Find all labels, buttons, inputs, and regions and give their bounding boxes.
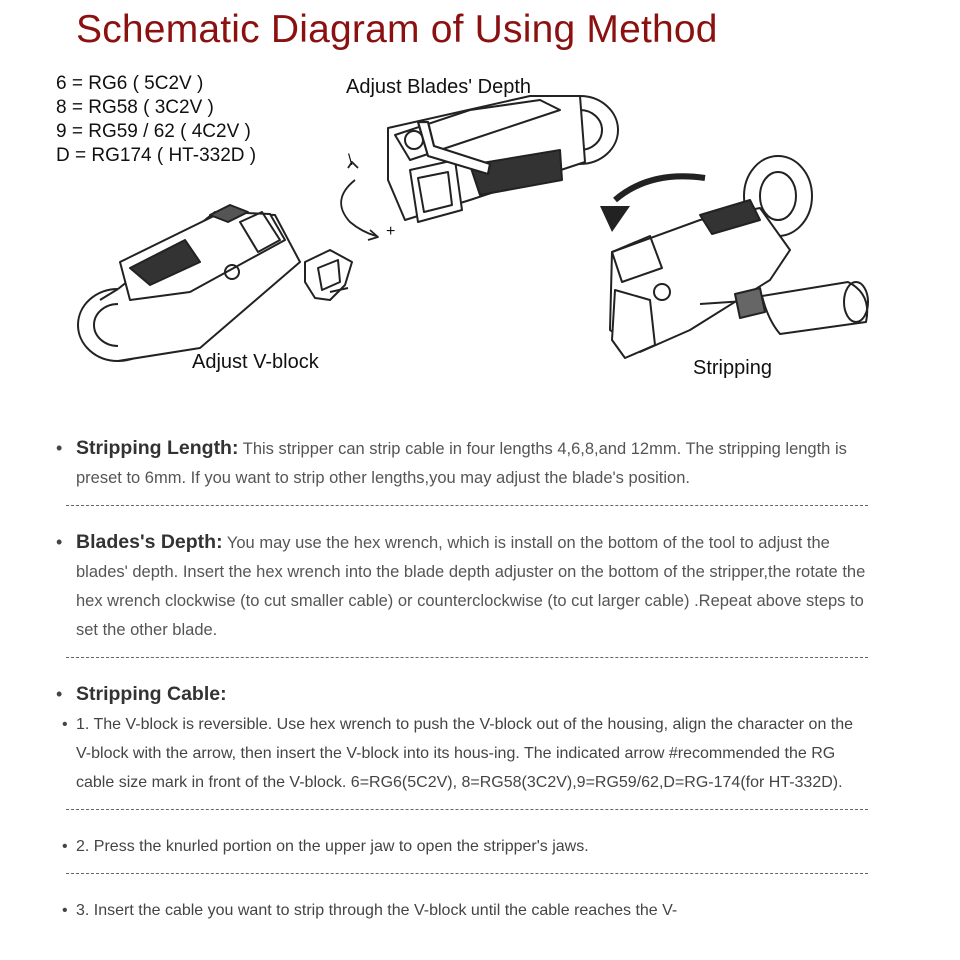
bullet-icon: • [56, 532, 63, 552]
section-heading: Blades's Depth: [76, 531, 223, 553]
dashed-divider [66, 657, 868, 658]
depth-caption: Adjust Blades' Depth [346, 76, 532, 98]
stripping-tool-drawing [600, 156, 868, 358]
svg-text:+: + [386, 223, 396, 240]
step-item [56, 832, 868, 861]
svg-text:\: \ [348, 152, 353, 169]
section-stripping-cable [56, 680, 868, 925]
tool-illustrations [0, 0, 960, 420]
section-text: This stripper can strip cable in four lengths 4,6,8,and 12mm. The stripping length is preset to 6mm. If you want to strip other lengths,you may adjust the blade's position. [76, 440, 847, 487]
section-heading: Stripping Cable: [76, 683, 227, 705]
dashed-divider [66, 505, 868, 506]
instructions [56, 434, 868, 925]
vblock-tool-drawing [78, 205, 352, 361]
dashed-divider [66, 873, 868, 874]
step-item [56, 710, 868, 797]
step-item [56, 896, 868, 925]
code-line: 6 = RG6 ( 5C2V ) [56, 73, 204, 94]
dashed-divider [66, 809, 868, 810]
depth-tool-drawing [341, 96, 618, 240]
vblock-caption: Adjust V-block [192, 351, 319, 373]
step-bullet-icon: • [62, 902, 68, 919]
step-text: 2. Press the knurled portion on the upper jaw to open the stripper's jaws. [76, 838, 589, 855]
step-bullet-icon: • [62, 838, 68, 855]
section-text: You may use the hex wrench, which is install on the bottom of the tool to adjust the blades' depth. Insert the hex wrench into the blade depth adjuster on the bottom of the stripper,the rotate the hex wrench clockwise (to cut smaller cable) or counterclockwise (to cut larger cable) .Repeat above steps to set the other blade. [76, 534, 866, 639]
page-title: Schematic Diagram of Using Method [76, 8, 718, 51]
step-bullet-icon: • [62, 716, 68, 733]
section-stripping-length [56, 434, 868, 493]
code-line: D = RG174 ( HT-332D ) [56, 145, 257, 166]
code-line: 9 = RG59 / 62 ( 4C2V ) [56, 121, 251, 142]
section-blades-depth [56, 528, 868, 645]
stripping-caption: Stripping [693, 357, 772, 379]
code-line: 8 = RG58 ( 3C2V ) [56, 97, 214, 118]
step-text: 1. The V-block is reversible. Use hex wrench to push the V-block out of the housing, align the character on the V-block with the arrow, then insert the V-block into its hous-ing. The indicated arrow #recommended the RG cable size mark in front of the V-block. 6=RG6(5C2V), 8=RG58(3C2V),9=RG59/62,D=RG-174(for HT-332D). [76, 716, 854, 791]
step-text: 3. Insert the cable you want to strip through the V-block until the cable reaches the V- [76, 902, 678, 919]
section-heading: Stripping Length: [76, 437, 239, 459]
bullet-icon: • [56, 684, 63, 704]
bullet-icon: • [56, 438, 63, 458]
